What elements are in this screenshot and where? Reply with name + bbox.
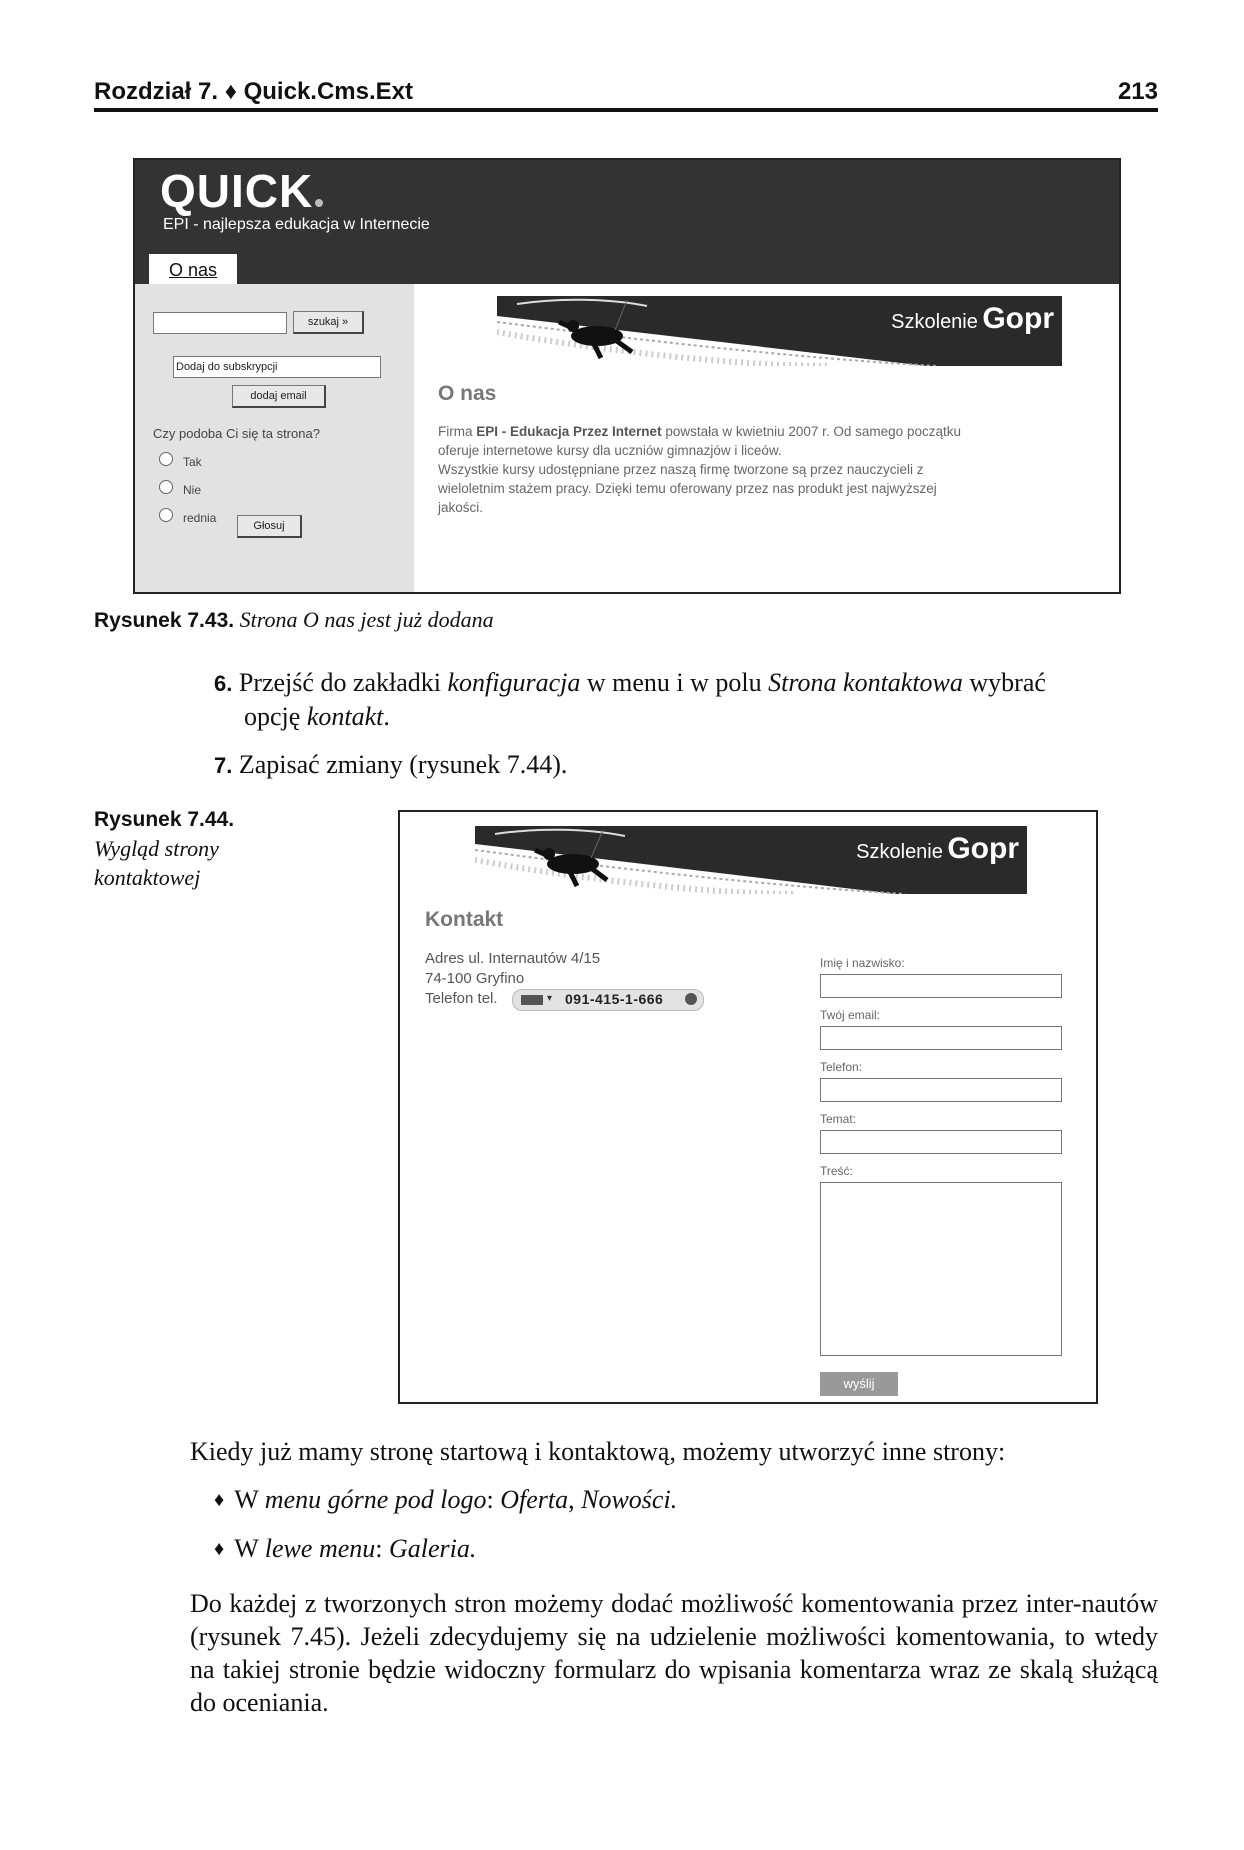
search-button[interactable]: szukaj » [293,311,364,334]
subject-label: Temat: [820,1112,857,1126]
site-logo: QUICK [160,164,323,218]
szkolenie-gopr-banner [497,296,1062,366]
banner-text: Szkolenie Gopr [891,302,1054,335]
skype-phone-widget[interactable] [512,989,704,1011]
szkolenie-gopr-banner [475,826,1027,894]
figure-7-43-screenshot [133,158,1121,594]
phone-field-label: Telefon: [820,1060,863,1074]
poll-question: Czy podoba Ci się ta strona? [153,426,320,441]
bullet-item-1: ♦ W menu górne pod logo: Oferta, Nowości. [214,1485,678,1514]
email-field[interactable] [820,1026,1062,1050]
chevron-down-icon: ▾ [547,993,553,1004]
banner-text: Szkolenie Gopr [856,832,1019,865]
poll-option-nie: Nie [183,483,202,497]
globe-icon [685,993,697,1005]
email-label: Twój email: [820,1008,881,1022]
about-body-text: Firma EPI - Edukacja Przez Internet powstała w kwietniu 2007 r. Od samego początku oferuje internetowe kursy dla uczniów gimnazjów i liceów. Wszystkie kursy udostępniane przez naszą firmę tworzone są przez nauczycieli z wieloletnim stażem pracy. Dzięki temu oferowany przez nas produkt jest najwyższej jakości. [438,424,961,515]
poll-radio-tak[interactable] [159,452,173,466]
poll-option-tak: Tak [183,455,202,469]
phone-number: 091-415-1-666 [565,991,664,1007]
flag-icon [521,995,543,1005]
name-field[interactable] [820,974,1062,998]
phone-label: Telefon tel. [425,990,498,1007]
address-line-2: 74-100 Gryfino [425,970,525,987]
step-7: 7. Zapisać zmiany (rysunek 7.44). [214,750,568,779]
figure-7-44-caption: Rysunek 7.44. Wygląd strony kontaktowej [94,808,235,890]
site-header [135,160,1119,284]
page-title: O nas [438,382,497,405]
message-label: Treść: [820,1164,853,1178]
paragraph-comments: Do każdej z tworzonych stron możemy dodać możliwość komentowania przez inter-nautów (rysunek 7.45). Jeżeli zdecydujemy się na udzielenie możliwości komentowania, to wtedy na takiej stronie będzie widoczny formularz do wpisania komentarza wraz ze skalą służącą do oceniania. [190,1589,1158,1717]
tab-o-nas[interactable]: O nas [149,254,237,284]
diamond-bullet-icon: ♦ [214,1538,225,1560]
chapter-title: Rozdział 7. ♦ Quick.Cms.Ext [94,78,413,105]
page-number: 213 [1117,78,1158,105]
left-sidebar [135,284,414,592]
search-input[interactable] [153,312,287,334]
running-head [94,78,1158,112]
step-6: 6. Przejść do zakładki konfiguracja w menu i w polu Strona kontaktowa wybrać opcję kontakt. [214,668,1046,731]
paragraph-intro: Kiedy już mamy stronę startową i kontaktową, możemy utworzyć inne strony: [190,1437,1006,1466]
diamond-bullet-icon: ♦ [214,1489,225,1511]
bullet-item-2: ♦ W lewe menu: Galeria. [214,1534,477,1563]
address-line-1: Adres ul. Internautów 4/15 [425,950,601,967]
figure-7-44-screenshot [398,810,1098,1404]
add-email-button[interactable]: dodaj email [232,385,326,408]
poll-option-srednia: rednia [183,511,217,525]
vote-button[interactable]: Głosuj [237,515,302,538]
name-label: Imię i nazwisko: [820,956,905,970]
phone-field[interactable] [820,1078,1062,1102]
figure-7-43-caption: Rysunek 7.43. Strona O nas jest już dodana [94,607,494,632]
poll-radio-srednia[interactable] [159,508,173,522]
logo-dot-icon [315,199,323,207]
poll-radio-nie[interactable] [159,480,173,494]
site-tagline: EPI - najlepsza edukacja w Internecie [163,216,430,233]
message-textarea[interactable] [820,1182,1062,1356]
newsletter-input[interactable]: Dodaj do subskrypcji [173,356,381,378]
send-button[interactable]: wyślij [820,1372,898,1396]
contact-title: Kontakt [425,908,504,931]
subject-field[interactable] [820,1130,1062,1154]
